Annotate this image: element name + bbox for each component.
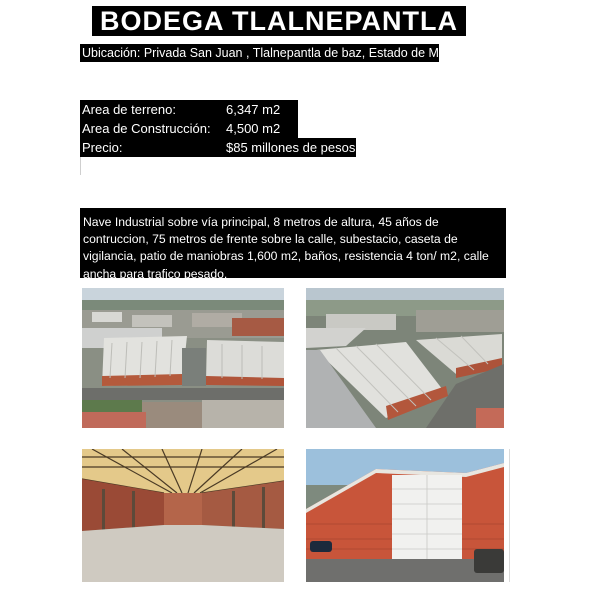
spec-value-construccion: 4,500 m2 — [224, 119, 298, 138]
spec-label-construccion: Area de Construcción: — [80, 119, 224, 138]
location-line: Ubicación: Privada San Juan , Tlalnepantla de baz, Estado de México. — [82, 46, 472, 60]
spec-label-precio: Precio: — [80, 138, 224, 157]
image-edge — [509, 449, 510, 582]
interior-photo — [82, 449, 284, 582]
spec-label-terreno: Area de terreno: — [80, 100, 224, 119]
property-description: Nave Industrial sobre vía principal, 8 metros de altura, 45 años de contruccion, 75 metros de frente sobre la calle, subestacio, caseta de vigilancia, patio de maniobras 1,600 m2, baños, resistencia 4 ton/ m2, calle ancha para trafico pesado. — [80, 208, 506, 278]
aerial-photo-2 — [306, 288, 504, 428]
spec-value-precio: $85 millones de pesos — [226, 140, 356, 155]
exterior-photo — [306, 449, 504, 582]
aerial-photo-1 — [82, 288, 284, 428]
page-title: BODEGA TLALNEPANTLA — [92, 6, 466, 36]
divider — [80, 157, 81, 175]
spec-value-terreno: 6,347 m2 — [224, 100, 298, 119]
